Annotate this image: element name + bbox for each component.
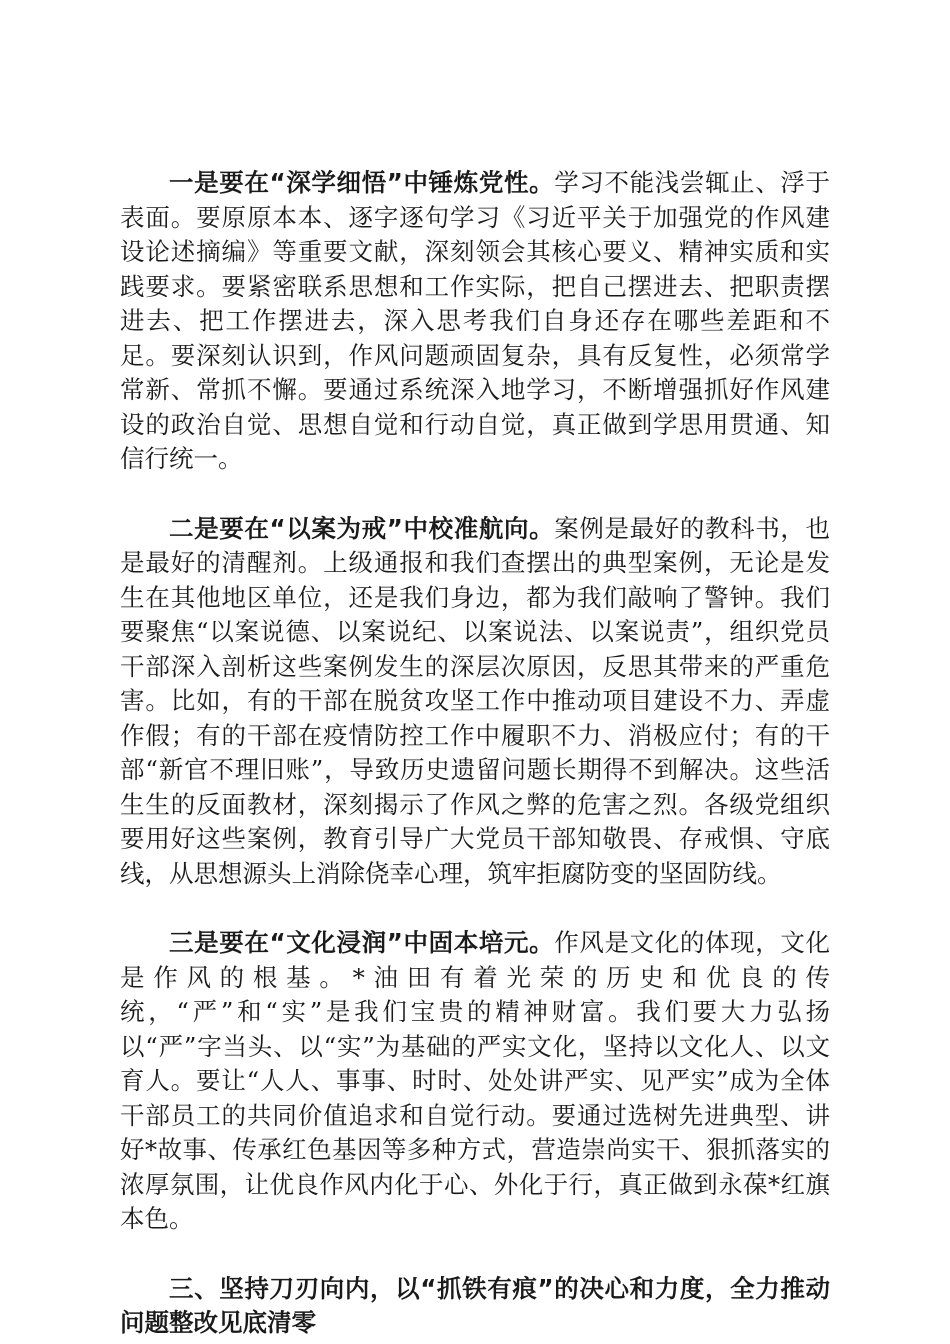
paragraph-2-body: 案例是最好的教科书，也是最好的清醒剂。上级通报和我们查摆出的典型案例，无论是发生在其他地区单位，还是我们身边，都为我们敲响了警钟。我们要聚焦“以案说德、以案说纪、以案说法、以案说责”，组织党员干部深入剖析这些案例发生的深层次原因，反思其带来的严重危害。比如，有的干部在脱贫攻坚工作中推动项目建设不力、弄虚作假；有的干部在疫情防控工作中履职不力、消极应付；有的干部“新官不理旧账”，导致历史遗留问题长期得不到解决。这些活生生的反面教材，深刻揭示了作风之弊的危害之烈。各级党组织要用好这些案例，教育引导广大党员干部知敬畏、存戒惧、守底线，从思想源头上消除侥幸心理，筑牢拒腐防变的坚固防线。 xyxy=(120,513,831,888)
paragraph-1-body: 学习不能浅尝辄止、浮于表面。要原原本本、逐字逐句学习《习近平关于加强党的作风建设论述摘编》等重要文献，深刻领会其核心要义、精神实质和实践要求。要紧密联系思想和工作实际，把自己摆进去、把职责摆进去、把工作摆进去，深入思考我们自身还存在哪些差距和不足。要深刻认识到，作风问题顽固复杂，具有反复性，必须常学常新、常抓不懈。要通过系统深入地学习，不断增强抓好作风建设的政治自觉、思想自觉和行动自觉，真正做到学思用贯通、知信行统一。 xyxy=(120,168,831,473)
section-heading: 三、坚持刀刃向内，以“抓铁有痕”的决心和力度，全力推动问题整改见底清零 xyxy=(120,1273,830,1337)
paragraph-3-lead: 三是要在“文化浸润”中固本培元。 xyxy=(169,928,555,957)
paragraph-3-body: 作风是文化的体现，文化是作风的根基。*油田有着光荣的历史和优良的传统，“严”和“实”是我们宝贵的精神财富。我们要大力弘扬以“严”字当头、以“实”为基础的严实文化，坚持以文化人、以文育人。要让“人人、事事、时时、处处讲严实、见严实”成为全体干部员工的共同价值追求和自觉行动。要通过选树先进典型、讲好*故事、传承红色基因等多种方式，营造崇尚实干、狠抓落实的浓厚氛围，让优良作风内化于心、外化于行，真正做到永葆*红旗本色。 xyxy=(120,928,831,1233)
paragraph-2 xyxy=(120,512,830,892)
paragraph-3 xyxy=(120,926,830,1237)
paragraph-1 xyxy=(120,166,830,477)
document-page xyxy=(120,166,830,1341)
paragraph-2-lead: 二是要在“以案为戒”中校准航向。 xyxy=(169,513,555,543)
paragraph-1-lead: 一是要在“深学细悟”中锤炼党性。 xyxy=(169,168,555,197)
